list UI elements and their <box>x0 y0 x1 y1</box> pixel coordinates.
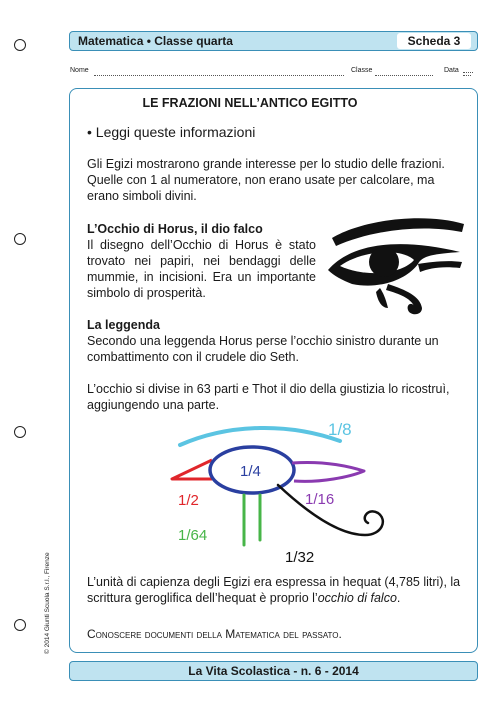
fraction-label: 1/2 <box>178 492 199 509</box>
sheet-label: Scheda 3 <box>397 33 471 49</box>
hequat-text: scrittura geroglifica dell’hequat è proprio l’ <box>87 591 318 605</box>
instruction: • Leggi queste informazioni <box>87 124 256 140</box>
header-bar <box>69 31 478 51</box>
binder-hole-4 <box>14 619 26 631</box>
section2-line: aggiungendo una parte. <box>87 398 220 412</box>
binder-hole-3 <box>14 426 26 438</box>
intro-line: Gli Egizi mostrarono grande interesse per lo studio delle frazioni. <box>87 157 445 171</box>
class-label: Classe <box>351 67 373 74</box>
eye-part-1-64 <box>244 495 260 545</box>
binder-hole-1 <box>14 39 26 51</box>
date-label: Data <box>444 67 459 74</box>
learning-objective: Conoscere documenti della Matematica del passato. <box>87 627 342 641</box>
section1-heading: L’Occhio di Horus, il dio falco <box>87 222 263 236</box>
section1-line: simbolo di prosperità. <box>87 286 206 300</box>
binder-hole-2 <box>14 233 26 245</box>
footer-bar: La Vita Scolastica - n. 6 - 2014 <box>69 661 478 681</box>
intro-line: Quelle con 1 al numeratore, non erano usate per calcolare, ma <box>87 173 435 187</box>
hequat-emphasis: occhio di falco <box>317 591 397 605</box>
fraction-eye-diagram <box>160 415 410 565</box>
section2-line: L’occhio si divise in 63 parti e Thot il dio della giustizia lo ricostruì, <box>87 382 450 396</box>
student-fields <box>70 67 470 79</box>
section2-heading: La leggenda <box>87 318 160 332</box>
fraction-label: 1/64 <box>178 527 208 544</box>
eye-of-horus-illustration <box>322 212 472 316</box>
fraction-label: 1/4 <box>240 463 261 480</box>
name-label: Nome <box>70 67 89 74</box>
section2-line: combattimento con il crudele dio Seth. <box>87 350 299 364</box>
hequat-line <box>87 591 400 607</box>
intro-line: erano simboli divini. <box>87 189 197 203</box>
name-field[interactable] <box>94 75 344 76</box>
hequat-text-end: . <box>396 591 401 605</box>
subject-label: Matematica • Classe quarta <box>78 34 233 48</box>
class-field[interactable] <box>375 75 433 76</box>
copyright-note: © 2014 Giunti Scuola S.r.l., Firenze <box>44 552 51 654</box>
eye-part-1-2 <box>172 460 212 479</box>
eye-part-1-16 <box>292 462 364 481</box>
eyebrow-1-8 <box>180 428 340 445</box>
date-field[interactable] <box>463 72 473 73</box>
section1-line: trovato nei papiri, nei bendaggi delle <box>87 254 316 268</box>
fraction-label: 1/8 <box>328 420 352 439</box>
hequat-line: L’unità di capienza degli Egizi era espressa in hequat (4,785 litri), la <box>87 575 461 589</box>
fraction-label: 1/32 <box>285 549 315 566</box>
page-title: LE FRAZIONI NELL’ANTICO EGITTO <box>142 96 358 110</box>
section1-line: Il disegno dell’Occhio di Horus è stato <box>87 238 316 252</box>
fraction-label: 1/16 <box>305 491 335 508</box>
date-field-start[interactable] <box>463 75 471 76</box>
section2-line: Secondo una leggenda Horus perse l’occhio sinistro durante un <box>87 334 439 348</box>
section1-line: mummie, in incisioni. Era un importante <box>87 270 316 284</box>
